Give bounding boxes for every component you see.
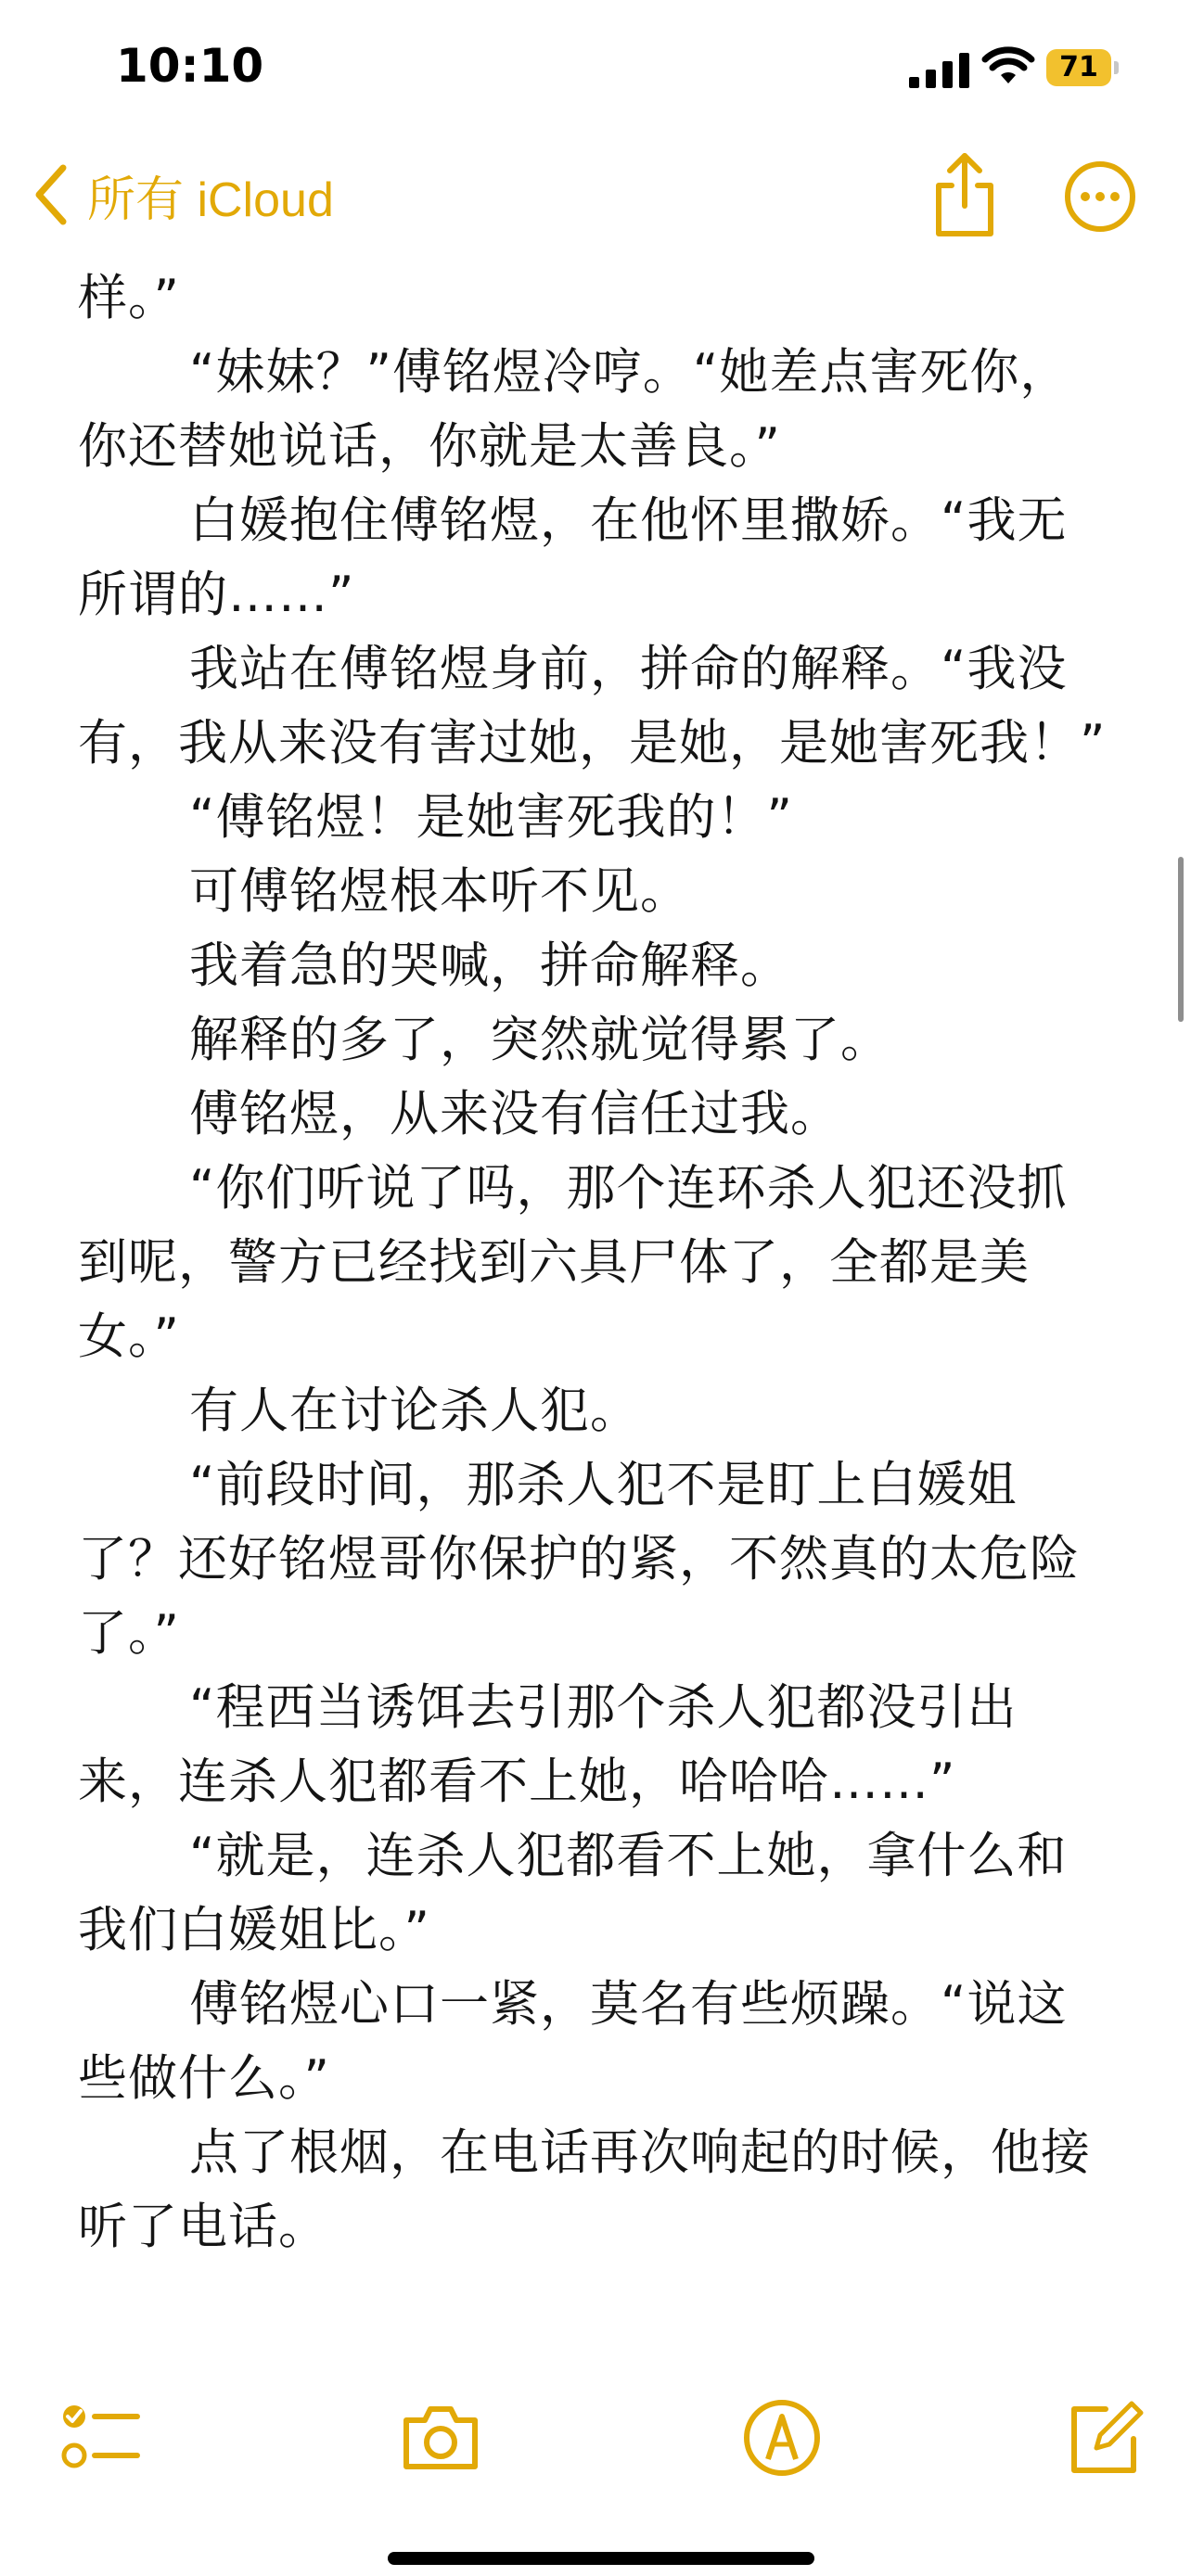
note-paragraph: 有人在讨论杀人犯。 bbox=[189, 1383, 640, 1439]
note-paragraph: 可傅铭煜根本听不见。 bbox=[189, 863, 690, 920]
battery-level: 71 bbox=[1059, 51, 1098, 83]
share-icon[interactable] bbox=[928, 148, 1002, 241]
note-body[interactable] bbox=[78, 261, 1117, 2264]
note-paragraph: 傅铭煜心口一紧，莫名有些烦躁。“说这些做什么。” bbox=[78, 1976, 1068, 2107]
note-paragraph: 我着急的哭喊，拼命解释。 bbox=[189, 937, 790, 994]
note-paragraph: 点了根烟，在电话再次响起的时候，他接听了电话。 bbox=[78, 2124, 1091, 2255]
battery-cap bbox=[1114, 61, 1119, 74]
back-button-label: 所有 iCloud bbox=[87, 172, 334, 227]
back-button[interactable] bbox=[33, 158, 334, 232]
note-paragraph: 样。” bbox=[78, 270, 180, 326]
note-paragraph: “傅铭煜！是她害死我的！” bbox=[189, 789, 793, 846]
status-time: 10:10 bbox=[116, 39, 264, 93]
note-paragraph: “你们听说了吗，那个连环杀人犯还没抓到呢，警方已经找到六具尸体了，全都是美女。” bbox=[78, 1160, 1068, 1365]
note-paragraph: “程西当诱饵去引那个杀人犯都没引出来，连杀人犯都看不上她，哈哈哈……” bbox=[78, 1679, 1018, 1810]
note-paragraph: “前段时间，那杀人犯不是盯上白媛姐了？还好铭煜哥你保护的紧，不然真的太危险了。” bbox=[78, 1457, 1080, 1662]
cellular-signal-icon bbox=[909, 51, 972, 88]
wifi-icon bbox=[981, 46, 1035, 87]
note-paragraph: 解释的多了，突然就觉得累了。 bbox=[189, 1012, 890, 1068]
home-indicator[interactable] bbox=[388, 2552, 814, 2565]
bottom-toolbar bbox=[0, 2383, 1191, 2485]
more-options-icon[interactable] bbox=[1063, 159, 1137, 234]
battery-indicator bbox=[1046, 49, 1121, 86]
compose-icon[interactable] bbox=[1063, 2396, 1146, 2480]
note-paragraph: “就是，连杀人犯都看不上她，拿什么和我们白媛姐比。” bbox=[78, 1828, 1068, 1958]
note-paragraph: 白媛抱住傅铭煜，在他怀里撒娇。“我无所谓的……” bbox=[78, 492, 1068, 623]
note-paragraph: 我站在傅铭煜身前，拼命的解释。“我没有，我从来没有害过她，是她，是她害死我！” bbox=[78, 641, 1107, 772]
note-paragraph: “妹妹？”傅铭煜冷哼。“她差点害死你，你还替她说话，你就是太善良。” bbox=[78, 344, 1070, 475]
camera-icon[interactable] bbox=[399, 2396, 482, 2480]
note-paragraph: 傅铭煜，从来没有信任过我。 bbox=[189, 1086, 840, 1142]
scroll-indicator[interactable] bbox=[1178, 857, 1184, 1022]
markup-pen-icon[interactable] bbox=[740, 2396, 824, 2480]
status-bar bbox=[0, 0, 1191, 139]
checklist-icon[interactable] bbox=[58, 2396, 141, 2480]
nav-bar bbox=[0, 139, 1191, 250]
chevron-left-icon bbox=[33, 162, 70, 227]
